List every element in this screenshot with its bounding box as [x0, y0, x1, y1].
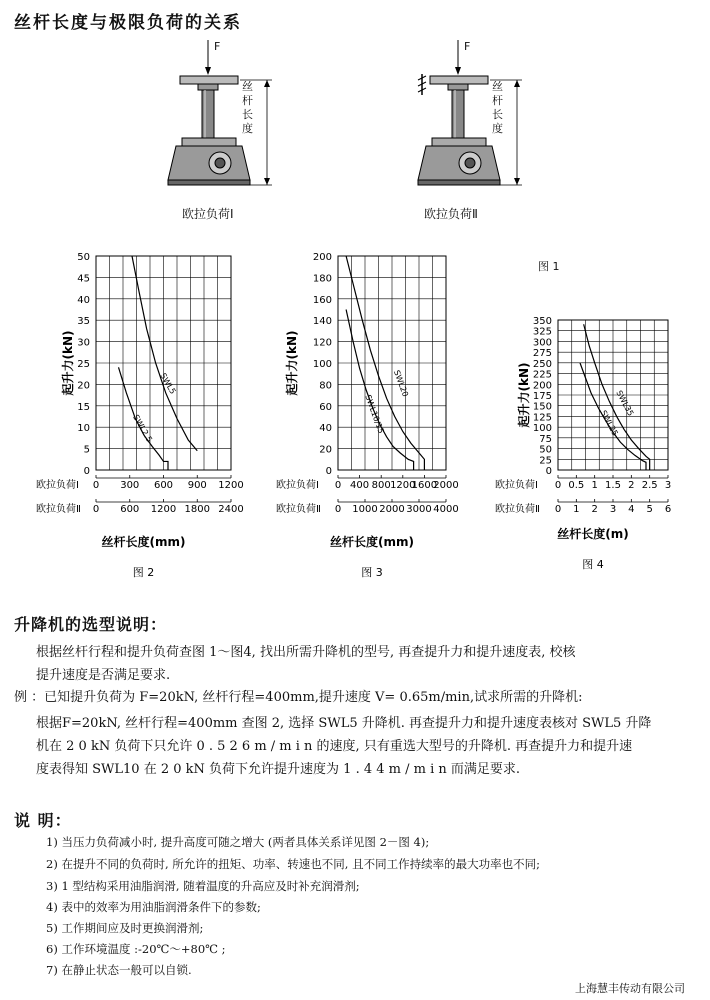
- y-tick-label: 30: [77, 337, 90, 349]
- figure-1-drawings: [150, 35, 550, 225]
- y-tick-label: 250: [532, 358, 552, 370]
- chart-fig2: [0, 240, 250, 580]
- x-tick-label: 3000: [406, 504, 432, 515]
- y-tick-label: 140: [312, 316, 332, 328]
- answer-line-1: 根据F=20kN, 丝杆行程=400mm 查图 2, 选择 SWL5 升降机. 再查提升力和提升速度表核对 SWL5 升降: [36, 716, 652, 731]
- y-tick-label: 40: [319, 423, 332, 435]
- x-tick-label: 0: [554, 504, 562, 515]
- x-tick-label: 0: [92, 504, 100, 515]
- series-label-1: SWL2.5: [131, 413, 154, 444]
- x-row-label: 欧拉负荷Ⅱ: [36, 504, 81, 515]
- company-name: 上海慧丰传动有限公司: [575, 982, 685, 995]
- x-tick-label: 3: [664, 480, 672, 491]
- y-tick-label: 350: [532, 316, 552, 327]
- x-tick-label: 800: [371, 480, 391, 491]
- x-tick-label: 0: [92, 480, 100, 491]
- x-row-label: 欧拉负荷Ⅱ: [276, 504, 321, 515]
- y-axis-title: 起升力(kN): [285, 330, 299, 396]
- y-tick-label: 200: [532, 380, 552, 392]
- series-label-1: SWL10/15: [363, 393, 386, 435]
- y-tick-label: 100: [312, 359, 332, 370]
- x-tick-label: 2: [591, 504, 598, 515]
- x-row-label: 欧拉负荷Ⅱ: [495, 504, 540, 515]
- y-tick-label: 40: [77, 294, 90, 306]
- x-row-label: 欧拉负荷Ⅰ: [495, 480, 538, 491]
- page-title: 丝杆长度与极限负荷的关系: [14, 13, 242, 33]
- x-tick-label: 0: [334, 504, 342, 515]
- jack-drawing-case2: [418, 40, 522, 185]
- selection-section-title: 升降机的选型说明：: [14, 615, 168, 634]
- chart-fig4: [470, 240, 710, 580]
- y-tick-label: 0: [83, 466, 90, 477]
- x-tick-label: 5: [646, 504, 653, 515]
- chart-caption: 图 4: [582, 558, 604, 571]
- x-tick-label: 4000: [433, 504, 459, 515]
- series-label-0: SWL5: [158, 371, 178, 396]
- y-tick-label: 160: [312, 294, 332, 306]
- x-tick-label: 600: [120, 504, 140, 515]
- force-label-2: F: [464, 40, 471, 53]
- y-tick-label: 10: [77, 423, 90, 435]
- note-5: 5) 工作期间应及时更换润滑剂;: [46, 921, 204, 935]
- length-label-1: 丝杆长度: [242, 80, 253, 135]
- y-axis-title: 起升力(kN): [517, 362, 531, 428]
- x-tick-label: 900: [187, 480, 207, 491]
- euler-case2-caption: 欧拉负荷Ⅱ: [424, 207, 478, 221]
- x-tick-label: 1200: [150, 504, 177, 515]
- x-tick-label: 2: [628, 480, 635, 491]
- x-tick-label: 1.5: [605, 480, 621, 491]
- x-tick-label: 6: [664, 504, 672, 515]
- note-1: 1) 当压力负荷减小时, 提升高度可随之增大 (两者具体关系详见图 2－图 4);: [46, 835, 430, 849]
- x-tick-label: 1000: [352, 504, 378, 515]
- x-tick-label: 400: [350, 480, 370, 491]
- selection-paragraph: [36, 641, 706, 687]
- y-tick-label: 20: [319, 444, 332, 456]
- example-line: 例 ：已知提升负荷为 F=20kN, 丝杆行程=400mm,提升速度 V= 0.65m/min,试求所需的升降机:: [14, 690, 583, 705]
- chart-caption: 图 3: [361, 566, 383, 579]
- x-tick-label: 1200: [390, 480, 416, 491]
- answer-paragraph: [36, 712, 706, 781]
- y-tick-label: 0: [545, 466, 552, 477]
- series-label-0: SWL35: [614, 388, 636, 418]
- y-tick-label: 75: [539, 433, 552, 445]
- x-tick-label: 0: [554, 480, 562, 491]
- y-tick-label: 175: [532, 391, 552, 402]
- y-tick-label: 0: [325, 466, 332, 477]
- y-tick-label: 80: [319, 380, 332, 392]
- x-tick-label: 2400: [218, 504, 244, 515]
- series-line-1: [119, 367, 169, 470]
- answer-line-3: 度表得知 SWL10 在 2 0 kN 负荷下允许提升速度为 1 . 4 4 m / m i n 而满足要求.: [36, 762, 520, 777]
- series-label-1: SWL25: [598, 408, 620, 438]
- x-tick-label: 1200: [218, 480, 244, 491]
- y-tick-label: 325: [532, 326, 552, 338]
- y-tick-label: 200: [312, 252, 332, 263]
- x-axis-title: 丝杆长度(mm): [101, 535, 186, 549]
- x-tick-label: 3: [609, 504, 617, 515]
- euler-case1-caption: 欧拉负荷Ⅰ: [182, 207, 234, 221]
- y-tick-label: 60: [319, 401, 332, 413]
- x-tick-label: 0: [334, 480, 342, 491]
- x-tick-label: 1: [591, 480, 598, 491]
- length-label-2: 丝杆长度: [492, 80, 503, 135]
- x-row-label: 欧拉负荷Ⅰ: [36, 480, 79, 491]
- series-label-0: SWL20: [391, 368, 410, 398]
- y-tick-label: 15: [77, 401, 90, 413]
- y-tick-label: 20: [77, 380, 90, 392]
- selection-line-2: 提升速度是否满足要求.: [36, 668, 171, 683]
- y-tick-label: 35: [77, 316, 90, 328]
- y-tick-label: 125: [532, 412, 552, 424]
- note-6: 6) 工作环境温度 :-20℃～+80℃ ;: [46, 942, 226, 956]
- y-tick-label: 50: [539, 444, 552, 456]
- y-tick-label: 25: [77, 359, 90, 370]
- x-tick-label: 600: [153, 480, 174, 491]
- y-tick-label: 50: [77, 252, 90, 263]
- force-label-1: F: [214, 40, 221, 53]
- y-tick-label: 5: [83, 444, 90, 456]
- note-3: 3) 1 型结构采用油脂润滑, 随着温度的升高应及时补充润滑剂;: [46, 879, 360, 893]
- y-tick-label: 180: [312, 273, 332, 285]
- y-tick-label: 120: [312, 337, 332, 349]
- note-4: 4) 表中的效率为用油脂润滑条件下的参数;: [46, 900, 261, 914]
- y-tick-label: 45: [77, 273, 90, 285]
- y-tick-label: 300: [532, 337, 552, 349]
- answer-line-2: 机在 2 0 kN 负荷下只允许 0 . 5 2 6 m / m i n 的速度, 只有重选大型号的升降机. 再查提升力和提升速: [36, 739, 633, 754]
- y-tick-label: 150: [532, 401, 552, 413]
- selection-line-1: 根据丝杆行程和提升负荷查图 1～图4, 找出所需升降机的型号, 再查提升力和提升速度表, 校核: [36, 645, 576, 660]
- note-7: 7) 在静止状态一般可以自锁.: [46, 963, 192, 977]
- chart-caption: 图 2: [132, 566, 155, 579]
- x-tick-label: 2000: [433, 480, 459, 491]
- y-tick-label: 275: [532, 348, 552, 360]
- x-tick-label: 1600: [411, 480, 438, 491]
- y-tick-label: 100: [532, 423, 552, 435]
- x-row-label: 欧拉负荷Ⅰ: [276, 480, 319, 491]
- x-axis-title: 丝杆长度(mm): [330, 535, 414, 549]
- chart-fig3: [250, 240, 465, 580]
- x-axis-title: 丝杆长度(m): [557, 527, 629, 541]
- x-tick-label: 2000: [379, 504, 405, 515]
- x-tick-label: 300: [120, 480, 140, 491]
- y-axis-title: 起升力(kN): [61, 330, 75, 396]
- x-tick-label: 0.5: [568, 480, 585, 491]
- x-tick-label: 4: [628, 504, 635, 515]
- note-2: 2) 在提升不同的负荷时, 所允许的扭矩、功率、转速也不同, 且不同工作持续率的最大功率也不同;: [46, 857, 540, 871]
- notes-section-title: 说 明：: [14, 811, 72, 830]
- y-tick-label: 225: [532, 369, 552, 381]
- x-tick-label: 1800: [184, 504, 210, 515]
- jack-drawing-case1: [168, 40, 272, 185]
- x-tick-label: 1: [573, 504, 580, 515]
- figure-1-caption: 图 1: [538, 260, 560, 273]
- y-tick-label: 25: [539, 455, 552, 467]
- x-tick-label: 2.5: [641, 480, 658, 491]
